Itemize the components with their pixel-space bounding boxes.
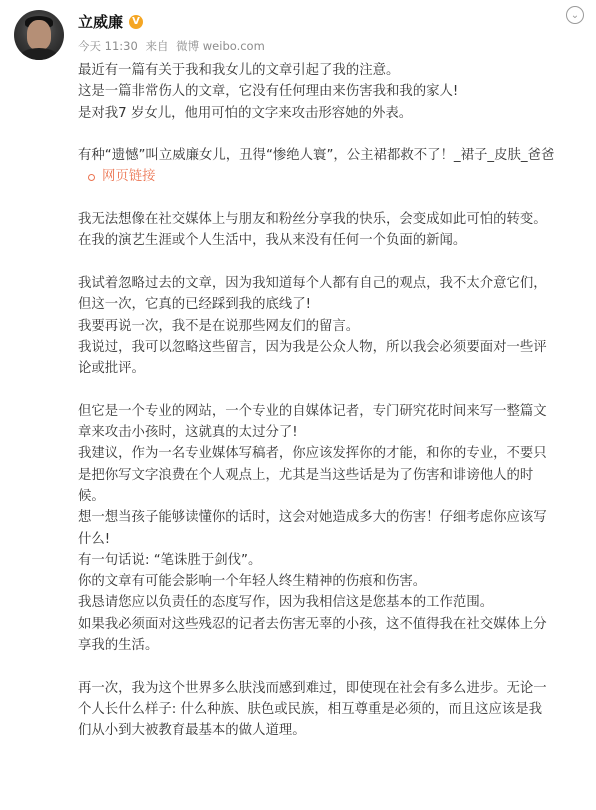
author-name[interactable]: 立威廉 <box>78 13 124 31</box>
text-line: 是把你写文字浪费在个人观点上，尤其是当这些话是为了伤害和诽谤他人的时 <box>78 467 534 483</box>
verified-badge-icon: V <box>129 15 143 29</box>
post-content <box>78 60 586 742</box>
text-line: 想一想当孩子能够读懂你的话时，这会对她造成多大的伤害！仔细考虑你应该写 <box>78 510 547 526</box>
post-time[interactable]: 今天 11:30 <box>78 39 138 53</box>
text-line: 但这一次，它真的已经踩到我的底线了! <box>78 297 312 313</box>
text-line: 论或批评。 <box>78 361 145 377</box>
post-meta <box>78 38 269 54</box>
author-avatar[interactable] <box>14 10 64 60</box>
text-line: 我无法想像在社交媒体上与朋友和粉丝分享我的快乐，会变成如此可怕的转变。 <box>78 212 547 228</box>
link-circle-icon <box>88 174 95 181</box>
text-line: 我恳请您应以负责任的态度写作，因为我相信这是您基本的工作范围。 <box>78 595 494 611</box>
text-line: 章来攻击小孩时，这就真的太过分了! <box>78 425 298 441</box>
text-line: 我要再说一次，我不是在说那些网友们的留言。 <box>78 318 360 334</box>
text-line: 如果我必须面对这些残忍的记者去伤害无辜的小孩，这不值得我在社交媒体上分 <box>78 616 547 632</box>
text-line: 在我的演艺生涯或个人生活中，我从来没有任何一个负面的新闻。 <box>78 233 467 249</box>
text-line: 享我的生活。 <box>78 638 159 654</box>
text-line: 这是一篇非常伤人的文章，它没有任何理由来伤害我和我的家人! <box>78 84 459 100</box>
text-line: 再一次，我为这个世界多么肤浅而感到难过，即使现在社会有多么进步。无论一 <box>78 680 547 696</box>
author-row <box>78 11 143 32</box>
post-source[interactable]: 微博 weibo.com <box>176 39 265 53</box>
avatar-face <box>27 20 51 50</box>
text-line: 你的文章有可能会影响一个年轻人终生精神的伤痕和伤害。 <box>78 574 427 590</box>
text-line: 什么! <box>78 531 111 547</box>
text-line: 我说过，我可以忽略这些留言，因为我是公众人物，所以我会必须要面对一些评 <box>78 339 547 355</box>
avatar-body <box>19 48 59 60</box>
chevron-down-icon[interactable]: ⌄ <box>566 6 584 24</box>
text-line: 有一句话说: “笔诛胜于剑伐”。 <box>78 552 262 568</box>
text-line: 最近有一篇有关于我和我女儿的文章引起了我的注意。 <box>78 63 400 78</box>
text-line: 我建议，作为一名专业媒体写稿者，你应该发挥你的才能，和你的专业，不要只 <box>78 446 547 462</box>
web-link-label[interactable]: 网页链接 <box>102 169 156 185</box>
quoted-headline: 有种“遗憾”叫立威廉女儿，丑得“惨绝人寰”，公主裙都救不了！_裙子_皮肤_爸爸 <box>78 148 555 164</box>
text-line: 候。 <box>78 488 105 504</box>
text-line: 个人长什么样子: 什么种族、肤色或民族，相互尊重是必须的，而且这应该是我 <box>78 701 543 717</box>
web-link[interactable] <box>78 166 586 187</box>
source-prefix: 来自 <box>145 39 169 53</box>
text-line: 们从小到大被教育最基本的做人道理。 <box>78 723 306 739</box>
text-line: 是对我7 岁女儿，他用可怕的文字来攻击形容她的外表。 <box>78 105 413 121</box>
text-line: 但它是一个专业的网站，一个专业的自媒体记者，专门研究花时间来写一整篇文 <box>78 403 547 419</box>
text-line: 我试着忽略过去的文章，因为我知道每个人都有自己的观点，我不太介意它们， <box>78 275 547 291</box>
